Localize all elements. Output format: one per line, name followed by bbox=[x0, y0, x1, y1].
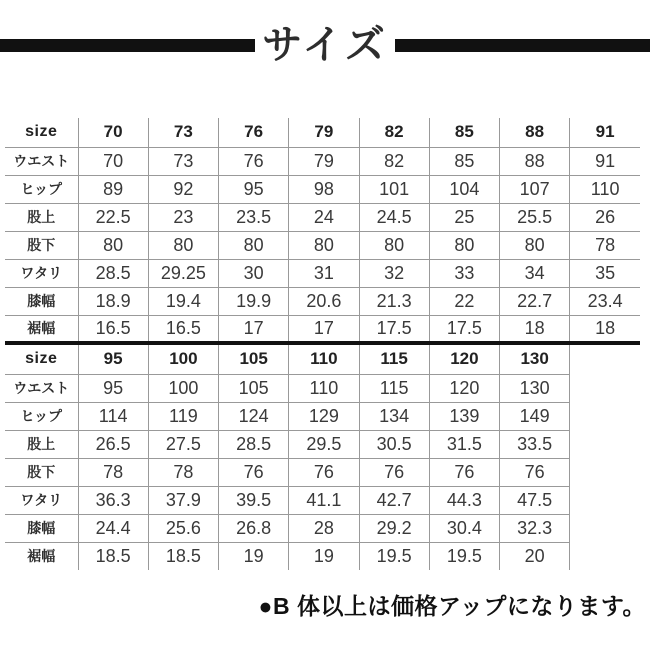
size-header-cell: 110 bbox=[289, 345, 359, 374]
value-cell: 19 bbox=[289, 542, 359, 570]
value-cell: 30 bbox=[219, 259, 289, 287]
value-cell: 22.7 bbox=[500, 287, 570, 315]
value-cell: 20 bbox=[500, 542, 570, 570]
size-header-cell: 95 bbox=[78, 345, 148, 374]
value-cell: 76 bbox=[219, 147, 289, 175]
table-row bbox=[5, 203, 640, 231]
size-header-cell: 85 bbox=[429, 118, 499, 147]
size-corner-label: size bbox=[5, 118, 78, 147]
table-row bbox=[5, 458, 640, 486]
value-cell: 18 bbox=[570, 315, 640, 343]
row-label: 裾幅 bbox=[5, 315, 78, 343]
value-cell: 37.9 bbox=[148, 486, 218, 514]
value-cell: 88 bbox=[500, 147, 570, 175]
value-cell: 26.5 bbox=[78, 430, 148, 458]
header-rule-left bbox=[0, 39, 255, 52]
size-header-cell: 70 bbox=[78, 118, 148, 147]
page-title: サイズ bbox=[262, 23, 388, 67]
size-tables bbox=[5, 118, 640, 570]
value-cell: 119 bbox=[148, 402, 218, 430]
row-label: ウエスト bbox=[5, 374, 78, 402]
row-label: 股下 bbox=[5, 231, 78, 259]
value-cell: 16.5 bbox=[148, 315, 218, 343]
value-cell: 31 bbox=[289, 259, 359, 287]
value-cell: 76 bbox=[359, 458, 429, 486]
value-cell: 120 bbox=[429, 374, 499, 402]
value-cell: 22.5 bbox=[78, 203, 148, 231]
value-cell: 24.4 bbox=[78, 514, 148, 542]
header-rule-right bbox=[395, 39, 650, 52]
value-cell: 85 bbox=[429, 147, 499, 175]
value-cell: 104 bbox=[429, 175, 499, 203]
empty-cell bbox=[570, 402, 640, 430]
empty-cell bbox=[570, 514, 640, 542]
value-cell: 26 bbox=[570, 203, 640, 231]
value-cell: 82 bbox=[359, 147, 429, 175]
value-cell: 24 bbox=[289, 203, 359, 231]
value-cell: 32.3 bbox=[500, 514, 570, 542]
size-header-cell: 88 bbox=[500, 118, 570, 147]
value-cell: 129 bbox=[289, 402, 359, 430]
value-cell: 70 bbox=[78, 147, 148, 175]
size-header-cell: 100 bbox=[148, 345, 218, 374]
value-cell: 29.2 bbox=[359, 514, 429, 542]
value-cell: 44.3 bbox=[429, 486, 499, 514]
value-cell: 16.5 bbox=[78, 315, 148, 343]
value-cell: 80 bbox=[500, 231, 570, 259]
value-cell: 27.5 bbox=[148, 430, 218, 458]
value-cell: 105 bbox=[219, 374, 289, 402]
value-cell: 28.5 bbox=[219, 430, 289, 458]
value-cell: 23 bbox=[148, 203, 218, 231]
value-cell: 76 bbox=[429, 458, 499, 486]
table-row bbox=[5, 287, 640, 315]
value-cell: 36.3 bbox=[78, 486, 148, 514]
value-cell: 19.9 bbox=[219, 287, 289, 315]
value-cell: 32 bbox=[359, 259, 429, 287]
value-cell: 76 bbox=[289, 458, 359, 486]
value-cell: 25 bbox=[429, 203, 499, 231]
empty-cell bbox=[570, 542, 640, 570]
table-row bbox=[5, 542, 640, 570]
size-corner-label: size bbox=[5, 345, 78, 374]
empty-cell bbox=[570, 374, 640, 402]
value-cell: 28.5 bbox=[78, 259, 148, 287]
value-cell: 80 bbox=[78, 231, 148, 259]
value-cell: 30.5 bbox=[359, 430, 429, 458]
value-cell: 23.4 bbox=[570, 287, 640, 315]
row-label: 股上 bbox=[5, 430, 78, 458]
value-cell: 19.4 bbox=[148, 287, 218, 315]
table-row bbox=[5, 231, 640, 259]
value-cell: 73 bbox=[148, 147, 218, 175]
row-label: ウエスト bbox=[5, 147, 78, 175]
value-cell: 33 bbox=[429, 259, 499, 287]
value-cell: 80 bbox=[148, 231, 218, 259]
value-cell: 110 bbox=[289, 374, 359, 402]
row-label: 股上 bbox=[5, 203, 78, 231]
value-cell: 30.4 bbox=[429, 514, 499, 542]
value-cell: 92 bbox=[148, 175, 218, 203]
size-table-large bbox=[5, 345, 640, 570]
row-label: 股下 bbox=[5, 458, 78, 486]
value-cell: 17 bbox=[289, 315, 359, 343]
empty-cell bbox=[570, 486, 640, 514]
value-cell: 25.5 bbox=[500, 203, 570, 231]
value-cell: 29.5 bbox=[289, 430, 359, 458]
value-cell: 95 bbox=[78, 374, 148, 402]
size-header-cell: 115 bbox=[359, 345, 429, 374]
value-cell: 21.3 bbox=[359, 287, 429, 315]
value-cell: 26.8 bbox=[219, 514, 289, 542]
value-cell: 19 bbox=[219, 542, 289, 570]
value-cell: 124 bbox=[219, 402, 289, 430]
value-cell: 31.5 bbox=[429, 430, 499, 458]
value-cell: 39.5 bbox=[219, 486, 289, 514]
value-cell: 35 bbox=[570, 259, 640, 287]
value-cell: 101 bbox=[359, 175, 429, 203]
value-cell: 24.5 bbox=[359, 203, 429, 231]
value-cell: 100 bbox=[148, 374, 218, 402]
value-cell: 110 bbox=[570, 175, 640, 203]
value-cell: 130 bbox=[500, 374, 570, 402]
row-label: ワタリ bbox=[5, 259, 78, 287]
empty-cell bbox=[570, 430, 640, 458]
value-cell: 76 bbox=[219, 458, 289, 486]
row-label: 膝幅 bbox=[5, 514, 78, 542]
table-row bbox=[5, 147, 640, 175]
value-cell: 114 bbox=[78, 402, 148, 430]
value-cell: 78 bbox=[148, 458, 218, 486]
size-header-cell: 91 bbox=[570, 118, 640, 147]
table-row bbox=[5, 402, 640, 430]
value-cell: 20.6 bbox=[289, 287, 359, 315]
empty-cell bbox=[570, 458, 640, 486]
value-cell: 78 bbox=[570, 231, 640, 259]
table-row bbox=[5, 259, 640, 287]
size-header-cell: 120 bbox=[429, 345, 499, 374]
value-cell: 80 bbox=[359, 231, 429, 259]
table-row bbox=[5, 374, 640, 402]
value-cell: 17.5 bbox=[359, 315, 429, 343]
value-cell: 91 bbox=[570, 147, 640, 175]
value-cell: 42.7 bbox=[359, 486, 429, 514]
value-cell: 115 bbox=[359, 374, 429, 402]
empty-cell bbox=[570, 345, 640, 374]
value-cell: 18.5 bbox=[78, 542, 148, 570]
value-cell: 34 bbox=[500, 259, 570, 287]
table-row bbox=[5, 514, 640, 542]
table-row bbox=[5, 430, 640, 458]
row-label: ヒップ bbox=[5, 402, 78, 430]
value-cell: 17.5 bbox=[429, 315, 499, 343]
size-header-cell: 79 bbox=[289, 118, 359, 147]
value-cell: 18.9 bbox=[78, 287, 148, 315]
row-label: ワタリ bbox=[5, 486, 78, 514]
value-cell: 98 bbox=[289, 175, 359, 203]
price-note: ●B 体以上は価格アップになります。 bbox=[258, 593, 646, 619]
size-header-cell: 82 bbox=[359, 118, 429, 147]
size-table-regular bbox=[5, 118, 640, 345]
value-cell: 41.1 bbox=[289, 486, 359, 514]
value-cell: 33.5 bbox=[500, 430, 570, 458]
value-cell: 17 bbox=[219, 315, 289, 343]
value-cell: 76 bbox=[500, 458, 570, 486]
value-cell: 139 bbox=[429, 402, 499, 430]
value-cell: 80 bbox=[429, 231, 499, 259]
value-cell: 79 bbox=[289, 147, 359, 175]
value-cell: 18.5 bbox=[148, 542, 218, 570]
value-cell: 80 bbox=[289, 231, 359, 259]
value-cell: 18 bbox=[500, 315, 570, 343]
value-cell: 23.5 bbox=[219, 203, 289, 231]
value-cell: 80 bbox=[219, 231, 289, 259]
size-header-cell: 130 bbox=[500, 345, 570, 374]
value-cell: 22 bbox=[429, 287, 499, 315]
value-cell: 107 bbox=[500, 175, 570, 203]
size-header-cell: 105 bbox=[219, 345, 289, 374]
value-cell: 95 bbox=[219, 175, 289, 203]
value-cell: 25.6 bbox=[148, 514, 218, 542]
value-cell: 89 bbox=[78, 175, 148, 203]
value-cell: 29.25 bbox=[148, 259, 218, 287]
value-cell: 149 bbox=[500, 402, 570, 430]
value-cell: 19.5 bbox=[429, 542, 499, 570]
value-cell: 28 bbox=[289, 514, 359, 542]
table-row bbox=[5, 486, 640, 514]
section-header bbox=[0, 20, 650, 70]
value-cell: 47.5 bbox=[500, 486, 570, 514]
value-cell: 19.5 bbox=[359, 542, 429, 570]
value-cell: 78 bbox=[78, 458, 148, 486]
table-row bbox=[5, 175, 640, 203]
size-header-cell: 76 bbox=[219, 118, 289, 147]
row-label: 裾幅 bbox=[27, 548, 56, 565]
table-row bbox=[5, 315, 640, 343]
row-label: 膝幅 bbox=[5, 287, 78, 315]
size-header-cell: 73 bbox=[148, 118, 218, 147]
value-cell: 134 bbox=[359, 402, 429, 430]
size-chart-page bbox=[0, 20, 650, 621]
row-label: ヒップ bbox=[5, 175, 78, 203]
